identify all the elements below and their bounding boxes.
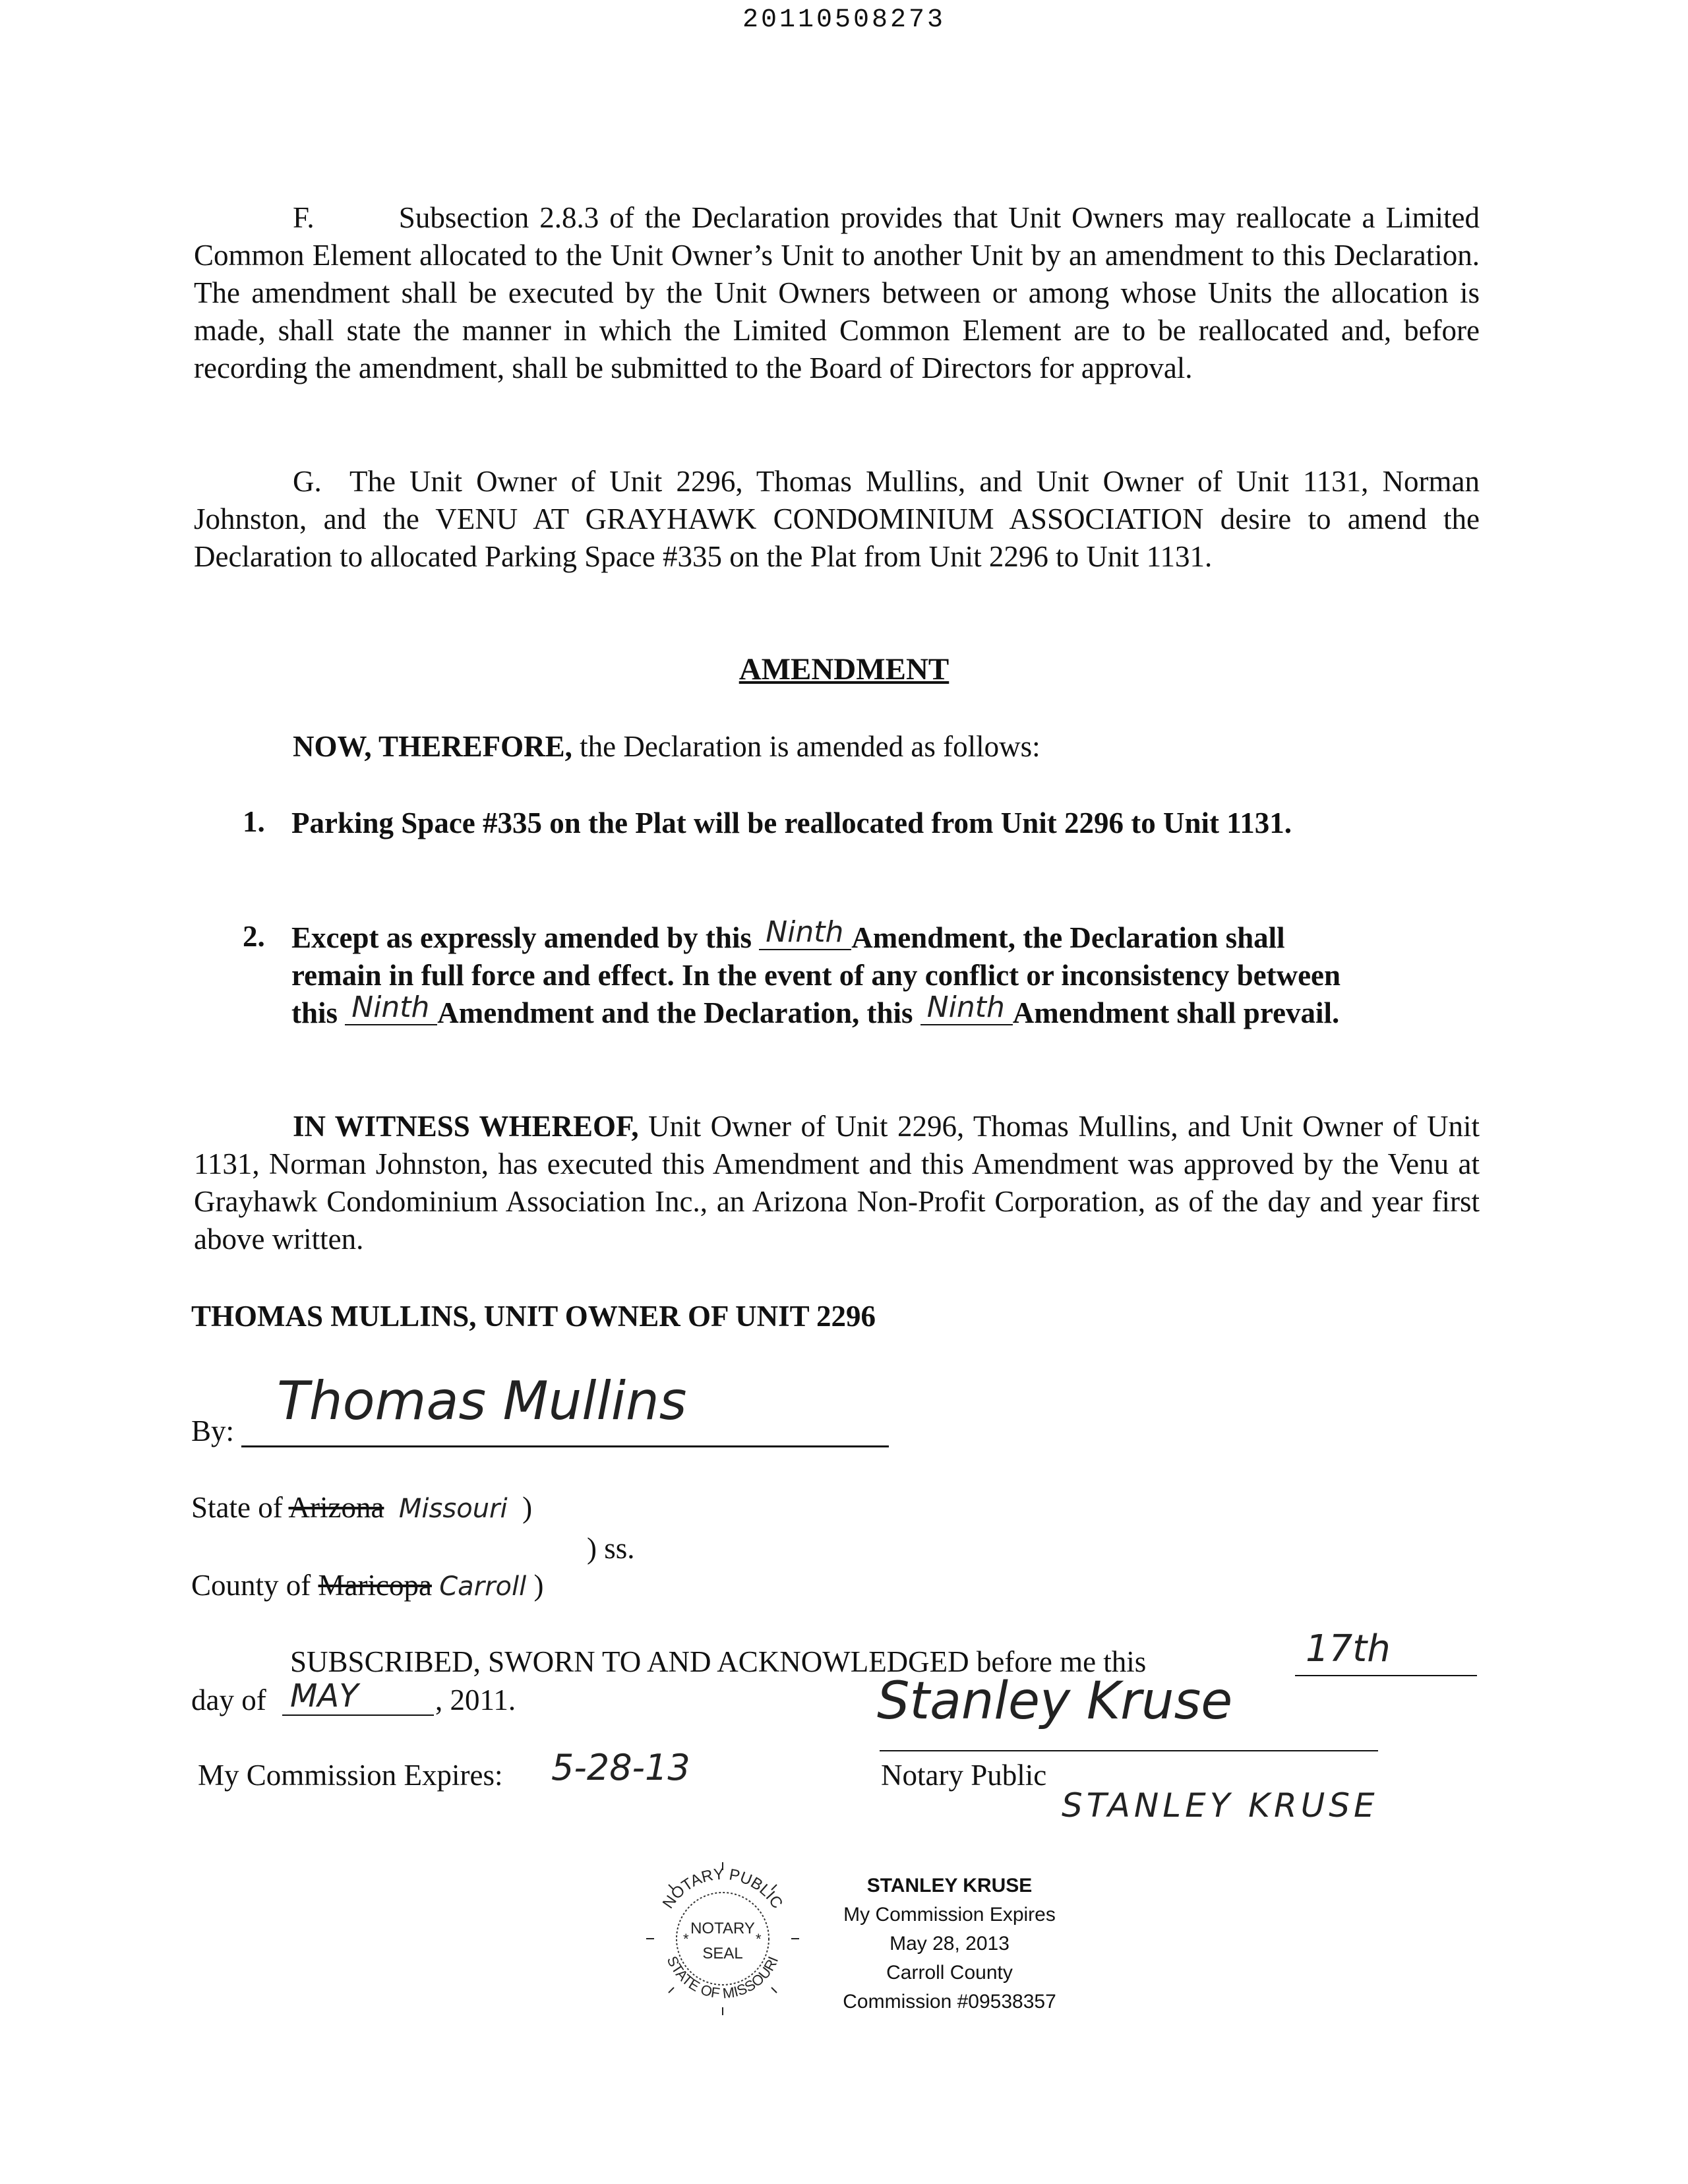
seal-ring-top: NOTARY PUBLIC (659, 1865, 787, 1912)
svg-text:*: * (683, 1931, 689, 1947)
state-line (191, 1489, 532, 1528)
state-paren: ) (522, 1491, 533, 1524)
by-label: By: (191, 1414, 235, 1447)
month-handwritten: MAY (290, 1678, 359, 1714)
commission-handwritten: 5-28-13 (551, 1747, 690, 1788)
item-2-part2: Amendment, the Declaration shall remain in full force and effect. In the event of any conflict or inconsistency between this (291, 921, 1341, 1029)
paragraph-f: F. Subsection 2.8.3 of the Declaration provides that Unit Owners may reallocate a Limited Common Element allocated to the Unit Owner’s Unit to another Unit by an amendment to this Declaration. The amendment shall be executed by the Unit Owners between or among whose Units the allocation is made, shall state the manner in which the Limited Common Element are to be reallocated and, before recording the amendment, shall be submitted to the Board of Directors for approval. (194, 201, 1480, 384)
notary-signature: Stanley Kruse (877, 1672, 1233, 1731)
ordinal-blank-2 (345, 990, 437, 1025)
commission-label: My Commission Expires: (198, 1759, 503, 1792)
now-therefore-bold: NOW, THEREFORE, (293, 730, 572, 763)
day-handwritten: 17th (1306, 1627, 1391, 1670)
ordinal-handwriting-2: Ninth (351, 990, 430, 1024)
notary-public-label: Notary Public (881, 1759, 1047, 1792)
ss-line: ) ss. (587, 1532, 635, 1565)
day-blank-line (1295, 1675, 1477, 1676)
amendment-heading: AMENDMENT (738, 652, 950, 686)
county-label: County of (191, 1569, 318, 1602)
seal-center-2: SEAL (702, 1945, 743, 1962)
stamp-line-1: My Commission Expires (843, 1904, 1056, 1926)
state-handwritten: Missouri (398, 1494, 508, 1524)
item-2-part3: Amendment and the Declaration, this (437, 996, 920, 1029)
stamp-name: STANLEY KRUSE (866, 1875, 1033, 1896)
seal-ring-bottom: STATE OF MISSOURI (663, 1953, 782, 2002)
day-of-label: day of (191, 1684, 266, 1716)
paragraph-g: G. The Unit Owner of Unit 2296, Thomas Mullins, and Unit Owner of Unit 1131, Norman Johnston, and the VENU AT GRAYHAWK CONDOMINIUM ASSOCIATION desire to amend the Declaration to allocated Parking Space #335 on the Plat from Unit 2296 to Unit 1131. (194, 465, 1480, 573)
witness-paragraph (194, 1108, 1480, 1258)
seal-center-1: NOTARY (690, 1920, 755, 1937)
ordinal-blank-3 (920, 990, 1013, 1025)
item-2-part4: Amendment shall prevail. (1012, 996, 1340, 1029)
notary-printed-name: STANLEY KRUSE (1062, 1786, 1379, 1825)
item-1-number: 1. (243, 805, 265, 838)
subscribed-line: SUBSCRIBED, SWORN TO AND ACKNOWLEDGED before me this (290, 1645, 1147, 1678)
month-blank-line (282, 1714, 434, 1716)
state-struck: Arizona (288, 1491, 384, 1524)
now-therefore-rest: the Declaration is amended as follows: (572, 730, 1040, 763)
ordinal-blank-1 (759, 915, 851, 950)
notary-signature-line (880, 1750, 1378, 1751)
item-2-part1: Except as expressly amended by this (291, 921, 760, 954)
witness-rest: Unit Owner of Unit 2296, Thomas Mullins, and Unit Owner of Unit 1131, Norman Johnston, has executed this Amendment and this Amendment was approved by the Venu at Grayhawk Condominium Association Inc., an Arizona Non-Profit Corporation, as of the day and year first above written. (194, 1110, 1480, 1256)
stamp-line-4: Commission #09538357 (843, 1991, 1056, 2013)
ordinal-handwriting-1: Ninth (766, 915, 844, 949)
notary-seal-icon (644, 1860, 802, 2018)
witness-bold: IN WITNESS WHEREOF, (293, 1110, 639, 1143)
owner-signature: Thomas Mullins (277, 1370, 687, 1432)
owner-title: THOMAS MULLINS, UNIT OWNER OF UNIT 2296 (191, 1300, 876, 1333)
year-text: , 2011. (435, 1684, 516, 1716)
county-paren: ) (533, 1569, 544, 1602)
svg-text:NOTARY PUBLIC (659, 1866, 786, 1912)
ordinal-handwriting-3: Ninth (926, 990, 1005, 1024)
state-label: State of (191, 1491, 289, 1524)
commission-stamp (791, 1871, 1108, 2017)
item-2-number: 2. (243, 920, 265, 953)
signature-line (241, 1445, 889, 1447)
stamp-line-3: Carroll County (886, 1962, 1013, 1984)
now-therefore-line (293, 728, 1040, 766)
county-handwritten: Carroll (439, 1571, 527, 1602)
stamp-line-2: May 28, 2013 (889, 1933, 1010, 1955)
county-struck: Maricopa (318, 1569, 432, 1602)
county-line (191, 1567, 543, 1606)
item-2-text (291, 915, 1379, 1032)
item-1-text: Parking Space #335 on the Plat will be reallocated from Unit 2296 to Unit 1131. (291, 806, 1292, 839)
document-number: 20110508273 (742, 5, 946, 35)
svg-text:*: * (756, 1931, 762, 1947)
